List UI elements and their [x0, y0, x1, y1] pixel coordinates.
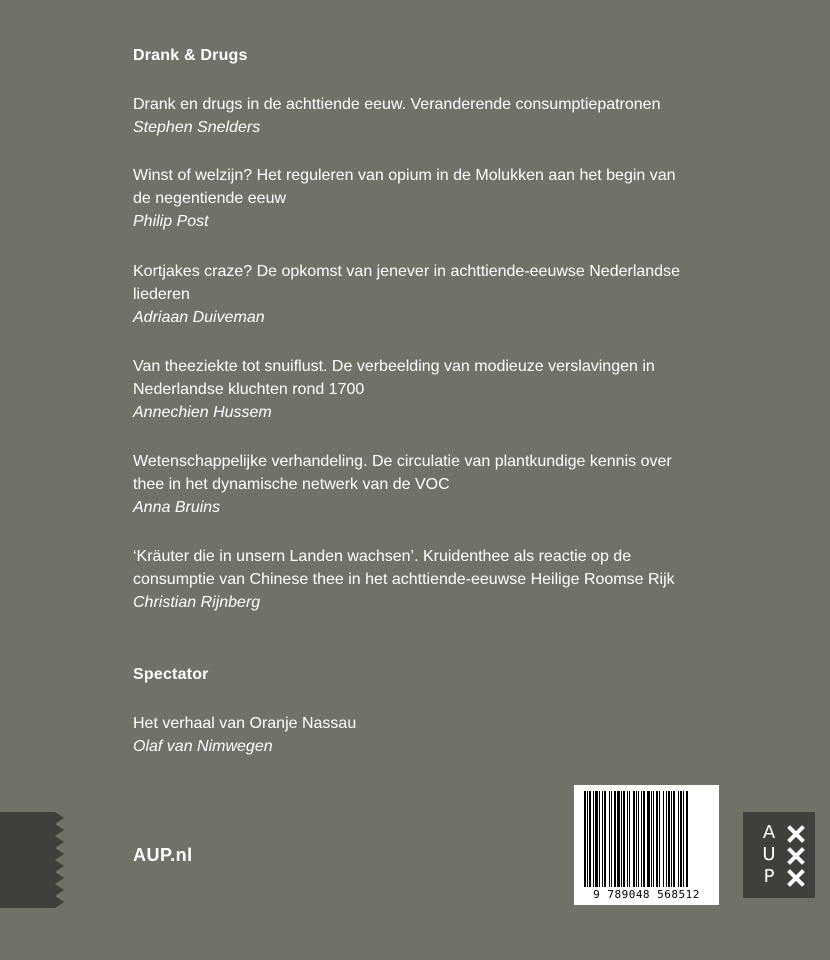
barcode-bar	[621, 791, 622, 887]
barcode-bar	[599, 791, 600, 887]
entry-title: Het verhaal van Oranje Nassau	[133, 715, 357, 732]
entry-title: Drank en drugs in de achttiende eeuw. Veranderende consumptiepatronen	[133, 96, 661, 113]
barcode-bar	[617, 791, 620, 887]
contents-entry	[133, 545, 753, 614]
entry-author: Christian Rijnberg	[133, 594, 261, 611]
contents-entry	[133, 93, 753, 139]
edge-tab-decoration	[0, 812, 64, 908]
barcode-bar	[656, 791, 658, 887]
barcode-bar	[609, 791, 610, 887]
publisher-website[interactable]: AUP.nl	[133, 845, 193, 865]
entry-author: Adriaan Duiveman	[133, 309, 265, 326]
logo-letter: P	[763, 866, 775, 887]
contents-entry	[133, 164, 753, 233]
isbn-number: 9 789048 568512	[593, 888, 700, 901]
barcode-bar	[623, 791, 625, 887]
entry-title: Wetenschappelijke verhandeling. De circulatie van plantkundige kennis over thee in het dynamische netwerk van de VOC	[133, 453, 672, 493]
barcode-bar	[659, 791, 660, 887]
barcode-bar	[666, 791, 667, 887]
contents-entry	[133, 260, 753, 329]
barcode-bar	[680, 791, 682, 887]
barcode-bar	[678, 791, 679, 887]
contents-entry	[133, 712, 753, 758]
barcode-bar	[668, 791, 670, 887]
barcode-bar	[643, 791, 645, 887]
barcode-bar	[627, 791, 628, 887]
isbn-barcode	[574, 785, 719, 905]
barcode-bar	[595, 791, 598, 887]
barcode-bar	[651, 791, 652, 887]
entry-author: Annechien Hussem	[133, 404, 272, 421]
barcode-bar	[683, 791, 684, 887]
entry-title: ‘Kräuter die in unsern Landen wachsen’. Kruidenthee als reactie op de consumptie van Chinese thee in het achttiende-eeuwse Heilige Roomse Rijk	[133, 548, 675, 588]
barcode-bar	[647, 791, 650, 887]
x-cross-icon	[787, 847, 805, 865]
barcode-bar	[671, 791, 672, 887]
entry-author: Anna Bruins	[133, 499, 221, 516]
section-heading-spectator: Spectator	[133, 666, 209, 683]
entry-title: Winst of welzijn? Het reguleren van opium in de Molukken aan het begin van de negentiende eeuw	[133, 167, 676, 207]
barcode-bar	[611, 791, 612, 887]
barcode-bar	[673, 791, 675, 887]
barcode-bars	[580, 791, 713, 887]
logo-letter: A	[762, 822, 776, 843]
section-heading-drank-drugs: Drank & Drugs	[133, 47, 248, 64]
barcode-bar	[641, 791, 642, 887]
logo-letter: U	[762, 844, 776, 865]
barcode-bar	[638, 791, 639, 887]
entry-author: Philip Post	[133, 213, 209, 230]
barcode-bar	[653, 791, 654, 887]
barcode-bar	[663, 791, 664, 887]
barcode-bar	[604, 791, 606, 887]
barcode-bar	[602, 791, 603, 887]
barcode-bar	[589, 791, 591, 887]
entry-author: Stephen Snelders	[133, 119, 261, 136]
contents-entry	[133, 450, 753, 519]
barcode-bar	[614, 791, 616, 887]
entry-title: Kortjakes craze? De opkomst van jenever in achttiende-eeuwse Nederlandse liederen	[133, 263, 680, 303]
publisher-logo	[743, 812, 815, 898]
barcode-bar	[686, 791, 688, 887]
barcode-bar	[593, 791, 594, 887]
barcode-bar	[587, 791, 588, 887]
entry-title: Van theeziekte tot snuiflust. De verbeelding van modieuze verslavingen in Nederlandse kluchten rond 1700	[133, 358, 655, 398]
x-cross-icon	[787, 869, 805, 887]
barcode-bar	[633, 791, 635, 887]
entry-author: Olaf van Nimwegen	[133, 738, 273, 755]
barcode-bar	[629, 791, 630, 887]
barcode-bar	[636, 791, 637, 887]
contents-entry	[133, 355, 753, 424]
barcode-bar	[584, 791, 586, 887]
x-cross-icon	[787, 825, 805, 843]
